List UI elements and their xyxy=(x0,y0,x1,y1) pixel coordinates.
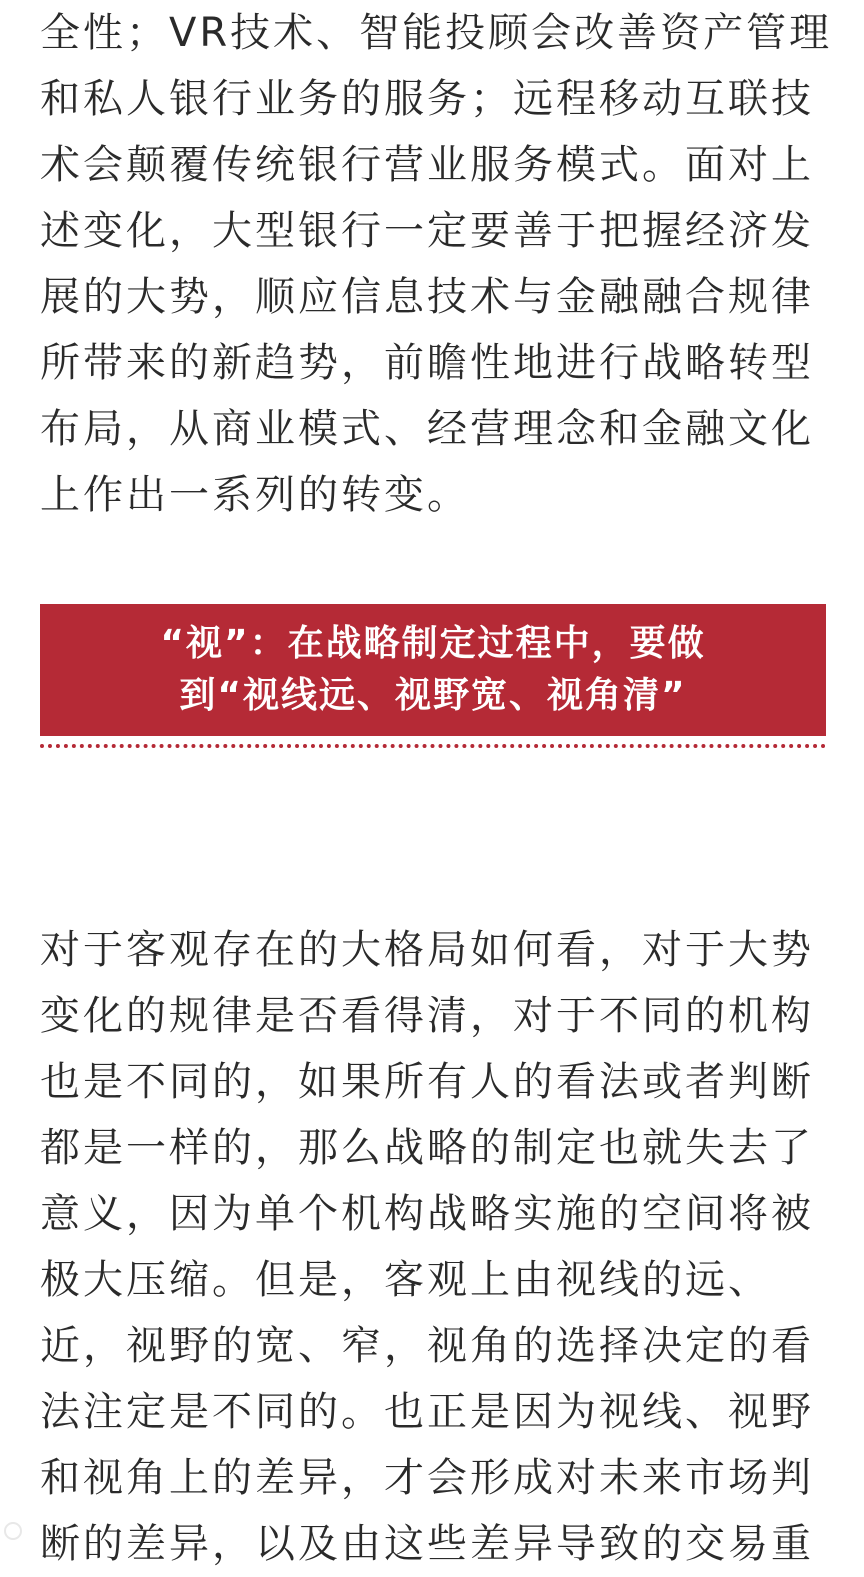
paragraph-line: 述变化，大型银行一定要善于把握经济发 xyxy=(40,208,814,254)
paragraph-line: 也是不同的，如果所有人的看法或者判断 xyxy=(40,1059,814,1105)
paragraph-line: 对于客观存在的大格局如何看，对于大势 xyxy=(40,927,814,973)
paragraph-line: 都是一样的，那么战略的制定也就失去了 xyxy=(40,1125,814,1171)
section-heading-line-2: 到“视线远、视野宽、视角清” xyxy=(179,675,687,716)
paragraph-line: 布局，从商业模式、经营理念和金融文化 xyxy=(40,406,814,452)
section-divider xyxy=(40,744,826,748)
paragraph-line: 变化的规律是否看得清，对于不同的机构 xyxy=(40,993,814,1039)
paragraph-line: 法注定是不同的。也正是因为视线、视野 xyxy=(40,1389,814,1435)
paragraph-line: 极大压缩。但是，客观上由视线的远、 xyxy=(40,1257,771,1303)
section-heading-banner xyxy=(40,604,826,736)
watermark xyxy=(4,1518,22,1544)
paragraph-line: 术会颠覆传统银行营业服务模式。面对上 xyxy=(40,142,814,188)
paragraph-line: 展的大势，顺应信息技术与金融融合规律 xyxy=(40,274,814,320)
paragraph-line: 和私人银行业务的服务；远程移动互联技 xyxy=(40,76,814,122)
paragraph-line: 所带来的新趋势，前瞻性地进行战略转型 xyxy=(40,340,814,386)
article-paragraph-bottom xyxy=(40,917,830,1577)
article-paragraph-top xyxy=(40,0,833,528)
paragraph-line: 和视角上的差异，才会形成对未来市场判 xyxy=(40,1455,814,1501)
paragraph-line: 全性；VR技术、智能投顾会改善资产管理 xyxy=(40,10,833,56)
paragraph-line: 意义，因为单个机构战略实施的空间将被 xyxy=(40,1191,814,1237)
paragraph-line: 断的差异，以及由这些差异导致的交易重 xyxy=(40,1521,814,1567)
section-heading-line-1: “视”：在战略制定过程中，要做 xyxy=(160,623,706,664)
paragraph-line: 近，视野的宽、窄，视角的选择决定的看 xyxy=(40,1323,814,1369)
sina-weibo-icon xyxy=(4,1522,22,1540)
paragraph-line: 上作出一系列的转变。 xyxy=(40,472,470,518)
